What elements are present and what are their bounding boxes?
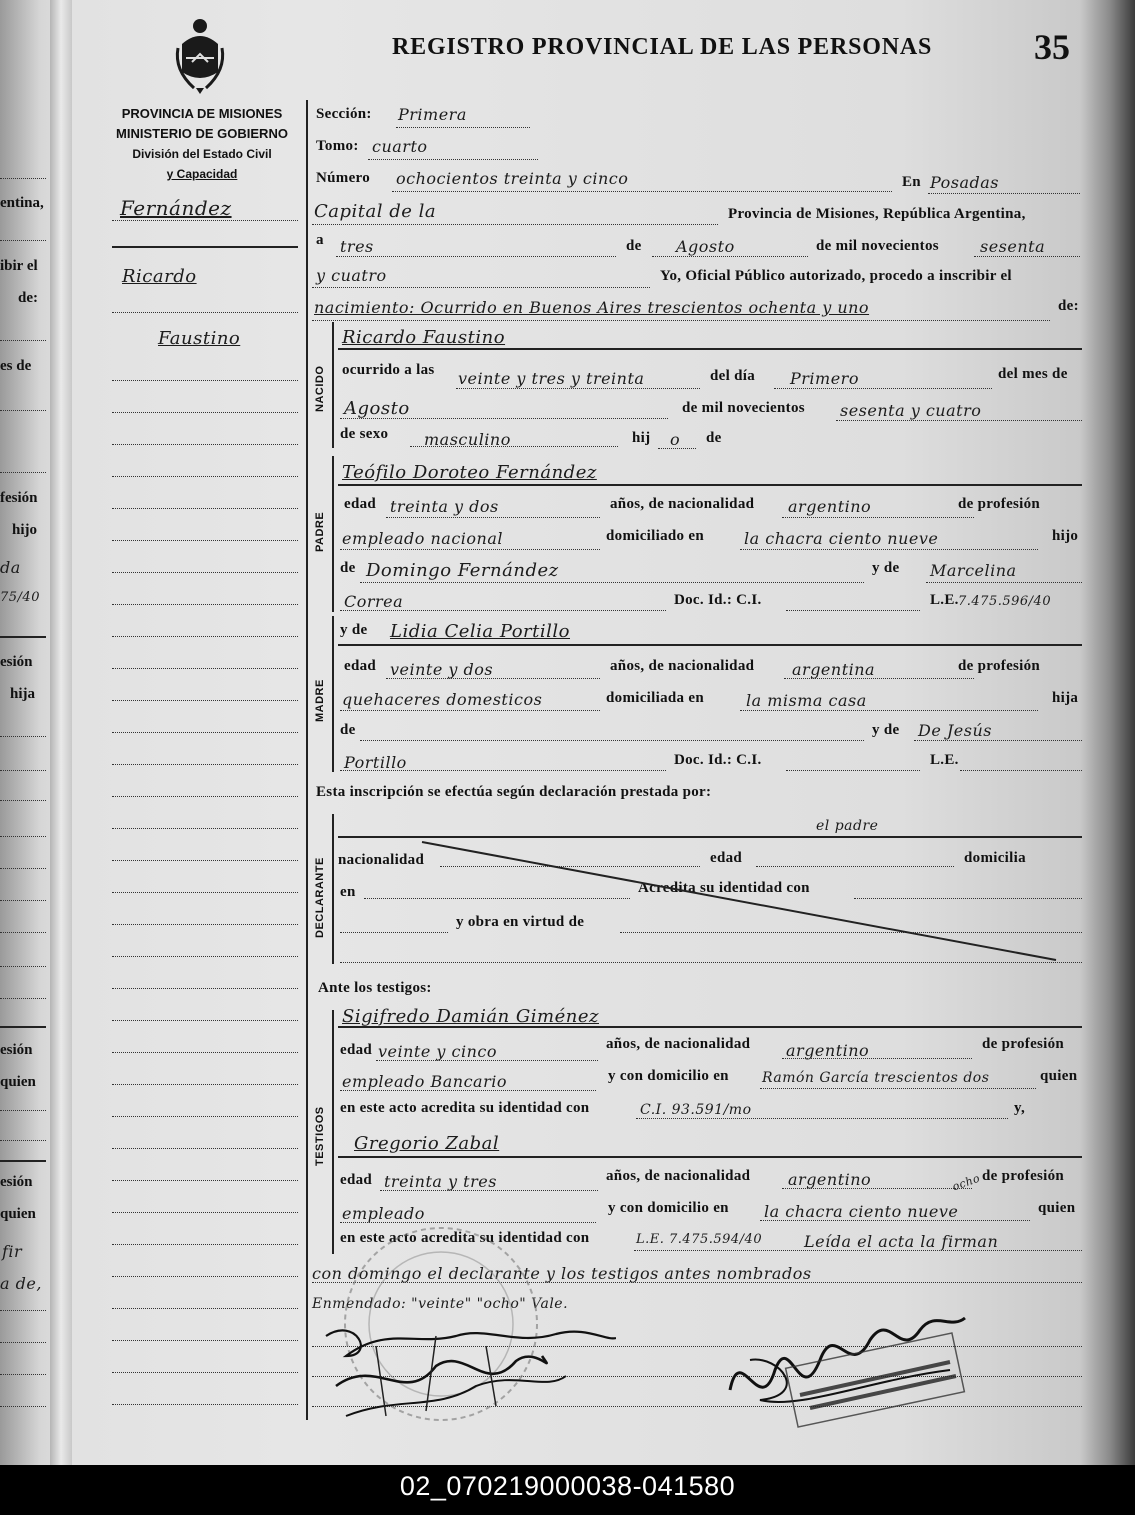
testigo-2-nac-label: años, de nacionalidad [606, 1168, 751, 1184]
closing-line-1: Leída el acta la firman [804, 1232, 999, 1251]
testigo-1-dom-label: y con domicilio en [608, 1068, 729, 1084]
testigo-1-edad-value: veinte y cinco [378, 1042, 498, 1061]
madre-edad-value: veinte y dos [390, 660, 494, 679]
padre-hijo-label: hijo [1052, 528, 1079, 544]
nacido-name: Ricardo Faustino [342, 327, 506, 348]
testigo-1-name: Sigifredo Damián Giménez [342, 1006, 599, 1027]
issuing-authority [104, 104, 300, 184]
witness-signatures [316, 1316, 616, 1426]
testigo-1-acredita-label: en este acto acredita su identidad con [340, 1100, 590, 1116]
madre-y-de-label: y de [340, 622, 368, 638]
madre-dom-value: la misma casa [746, 691, 867, 710]
padre-y-de-label: y de [872, 560, 900, 576]
closing-line-2: con domingo el declarante y los testigos antes nombrados [312, 1264, 812, 1283]
padre-mother-value: Marcelina [930, 561, 1017, 580]
testigo-2-prof-value: empleado [342, 1204, 425, 1223]
declarante-nac-label: nacionalidad [338, 852, 425, 868]
en-label: En [902, 174, 921, 190]
declarante-intro: Esta inscripción se efectúa según declaración prestada por: [316, 784, 712, 800]
testigo-1-quien-label: quien [1040, 1068, 1078, 1084]
declarante-acredita-label: Acredita su identidad con [638, 880, 810, 896]
authority-line: División del Estado Civil [132, 147, 272, 161]
declarante-dom-label: domicilia [964, 850, 1026, 866]
stub-fragment: a de, [0, 1274, 42, 1293]
margin-given-name-2: Faustino [158, 328, 241, 349]
sexo-label: de sexo [340, 426, 389, 442]
coat-of-arms-icon [172, 14, 228, 101]
anio-label: de mil novecientos [682, 400, 805, 416]
a-label: a [316, 232, 324, 248]
testigo-1-prof-label: de profesión [982, 1036, 1065, 1052]
stub-fragment: esión [0, 1042, 33, 1058]
mes-value: Agosto [344, 398, 410, 419]
numero-value: ochocientos treinta y cinco [396, 169, 629, 188]
testigo-2-name: Gregorio Zabal [354, 1133, 500, 1154]
testigo-2-edad-value: treinta y tres [384, 1172, 497, 1191]
declarante-en-label: en [340, 884, 356, 900]
testigo-2-prof-label: de profesión [982, 1168, 1065, 1184]
testigo-1-dom-value: Ramón García trescientos dos [762, 1070, 990, 1086]
madre-prof-value: quehaceres domesticos [342, 690, 543, 709]
declarante-section-label: DECLARANTE [314, 857, 326, 938]
madre-edad-label: edad [344, 658, 377, 674]
madre-name: Lidia Celia Portillo [390, 621, 570, 642]
padre-doc-label: Doc. Id.: C.I. [674, 592, 762, 608]
tomo-value: cuarto [372, 137, 428, 156]
page-number: 35 [1034, 27, 1070, 67]
binding-spine [50, 0, 72, 1465]
seccion-value: Primera [398, 105, 467, 124]
testigo-y-label: y, [1014, 1100, 1026, 1116]
declarante-value: el padre [816, 818, 879, 834]
testigo-1-prof-value: empleado Bancario [342, 1072, 507, 1091]
testigos-intro: Ante los testigos: [318, 980, 432, 996]
madre-doc-label: Doc. Id.: C.I. [674, 752, 762, 768]
sexo-value: masculino [424, 430, 511, 449]
numero-label: Número [316, 170, 371, 186]
padre-mother-value-2: Correa [344, 592, 404, 611]
stub-fragment: ibir el [0, 258, 38, 274]
year-value-2: y cuatro [316, 266, 387, 285]
image-id-footer: 02_070219000038-041580 [0, 1465, 1135, 1515]
testigo-1-nac-value: argentino [786, 1041, 870, 1060]
padre-dom-label: domiciliado en [606, 528, 704, 544]
provincia-text: Provincia de Misiones, República Argentina, [728, 206, 1026, 222]
del-dia-label: del día [710, 368, 756, 384]
stub-fragment: quien [0, 1074, 36, 1090]
stub-fragment: esión [0, 654, 33, 670]
madre-prof-label: de profesión [958, 658, 1041, 674]
del-mes-label: del mes de [998, 366, 1068, 382]
dia-value: Primero [790, 369, 859, 388]
hora-value: veinte y tres y treinta [458, 369, 645, 388]
inscription-value: nacimiento: Ocurrido en Buenos Aires trescientos ochenta y uno [314, 298, 870, 317]
testigo-2-edad-label: edad [340, 1172, 373, 1188]
stub-fragment: entina, [0, 195, 44, 211]
madre-section-label: MADRE [314, 679, 326, 722]
padre-prof-label: de profesión [958, 496, 1041, 512]
stub-fragment: fir [2, 1242, 23, 1261]
stub-fragment: quien [0, 1206, 36, 1222]
padre-le-label: L.E. [930, 592, 959, 608]
column-divider [306, 100, 308, 1420]
nacido-section-label: NACIDO [314, 365, 326, 412]
oficial-text: Yo, Oficial Público autorizado, procedo a inscribir el [660, 268, 1012, 284]
padre-father-value: Domingo Fernández [366, 560, 559, 581]
madre-de-label: de [340, 722, 356, 738]
de-colon: de: [1058, 298, 1079, 314]
declarante-edad-label: edad [710, 850, 743, 866]
hij-value: o [670, 430, 681, 449]
testigo-2-nac-value: argentino [788, 1170, 872, 1189]
stub-fragment: de: [18, 290, 38, 306]
padre-dom-value: la chacra ciento nueve [744, 529, 939, 548]
testigo-1-edad-label: edad [340, 1042, 373, 1058]
page-title: REGISTRO PROVINCIAL DE LAS PERSONAS [392, 34, 933, 60]
testigo-2-dom-insert: ocho [950, 1171, 982, 1194]
madre-mother-value: De Jesús [918, 721, 992, 740]
margin-given-name-1: Ricardo [122, 266, 197, 287]
madre-mother-value-2: Portillo [344, 753, 407, 772]
strike-through-line [420, 840, 1060, 964]
nacido-de-label: de [706, 430, 722, 446]
stub-fragment: es de [0, 358, 32, 374]
testigo-1-nac-label: años, de nacionalidad [606, 1036, 751, 1052]
stub-fragment: fesión [0, 490, 38, 506]
madre-nac-value: argentina [792, 660, 876, 679]
year-text: de mil novecientos [816, 238, 939, 254]
testigo-2-acredita-label: en este acto acredita su identidad con [340, 1230, 590, 1246]
padre-le-value: 7.475.596/40 [958, 594, 1052, 609]
testigo-2-quien-label: quien [1038, 1200, 1076, 1216]
year-value: sesenta [980, 237, 1046, 256]
de-label: de [626, 238, 642, 254]
authority-line: MINISTERIO DE GOBIERNO [116, 126, 288, 141]
madre-hija-label: hija [1052, 690, 1079, 706]
anio-value: sesenta y cuatro [840, 401, 982, 420]
stub-fragment: hija [10, 686, 36, 702]
padre-prof-value: empleado nacional [342, 529, 503, 548]
enmendado-note: Enmendado: "veinte" "ocho" Vale. [312, 1296, 569, 1312]
testigo-2-doc-value: L.E. 7.475.594/40 [636, 1232, 763, 1247]
madre-dom-label: domiciliada en [606, 690, 704, 706]
a-value: tres [340, 237, 374, 256]
month-value: Agosto [676, 237, 735, 256]
padre-name: Teófilo Doroteo Fernández [342, 462, 597, 483]
stub-fragment: esión [0, 1174, 33, 1190]
testigos-section-label: TESTIGOS [314, 1106, 326, 1166]
testigo-1-doc-value: C.I. 93.591/mo [640, 1102, 752, 1118]
tomo-label: Tomo: [316, 138, 359, 154]
madre-y-de-label-2: y de [872, 722, 900, 738]
ocurrido-label: ocurrido a las [342, 362, 435, 378]
madre-nac-label: años, de nacionalidad [610, 658, 755, 674]
authority-line: y Capacidad [166, 167, 238, 181]
padre-nac-label: años, de nacionalidad [610, 496, 755, 512]
padre-section-label: PADRE [314, 511, 326, 552]
stub-fragment: hijo [12, 522, 38, 538]
testigo-2-dom-value: la chacra ciento nueve [764, 1202, 959, 1221]
official-signature [720, 1300, 980, 1440]
stub-fragment: 75/40 [0, 590, 40, 605]
padre-edad-value: treinta y dos [390, 497, 499, 516]
en-value: Posadas [930, 173, 999, 192]
padre-de-label: de [340, 560, 356, 576]
testigo-2-dom-label: y con domicilio en [608, 1200, 729, 1216]
hij-label: hij [632, 430, 651, 446]
margin-surname: Fernández [120, 196, 232, 220]
padre-edad-label: edad [344, 496, 377, 512]
authority-line: PROVINCIA DE MISIONES [121, 106, 283, 121]
capital-value: Capital de la [314, 201, 437, 222]
madre-le-label: L.E. [930, 752, 959, 768]
declarante-obra-label: y obra en virtud de [456, 914, 585, 930]
stub-fragment: da [0, 558, 21, 577]
seccion-label: Sección: [316, 106, 372, 122]
padre-nac-value: argentino [788, 497, 872, 516]
